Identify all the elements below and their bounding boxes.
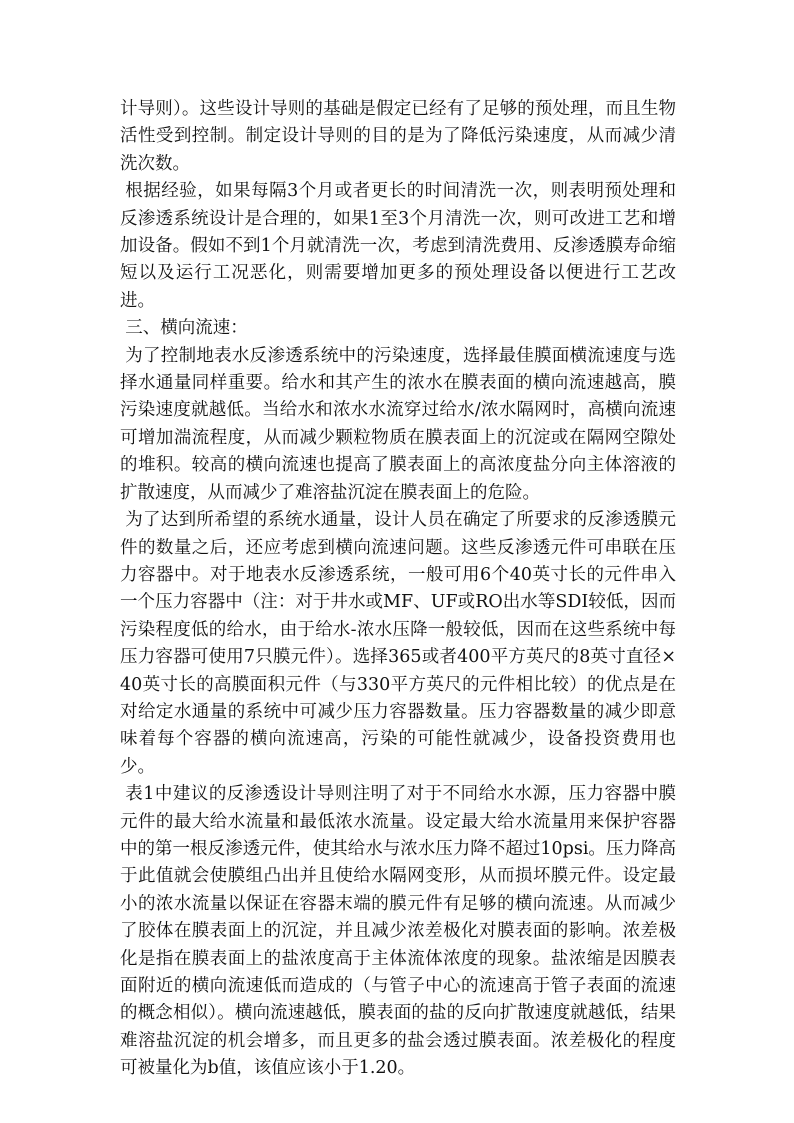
paragraph-design-guidelines-end: 计导则）。这些设计导则的基础是假定已经有了足够的预处理，而且生物活性受到控制。制定设计导则的目的是为了降低污染速度，从而减少清洗次数。 [120, 99, 676, 174]
paragraph-cleaning-frequency: 根据经验，如果每隔3个月或者更长的时间清洗一次，则表明预处理和反渗透系统设计是合理的，如果1至3个月清洗一次，则可改进工艺和增加设备。假如不到1个月就清洗一次，考虑到清洗费用、反渗透膜寿命缩短以及运行工况恶化，则需要增加更多的预处理设备以便进行工艺改进。 [120, 181, 676, 311]
paragraph-cross-flow-velocity: 为了控制地表水反渗透系统中的污染速度，选择最佳膜面横流速度与选择水通量同样重要。给水和其产生的浓水在膜表面的横向流速越高，膜污染速度就越低。当给水和浓水水流穿过给水/浓水隔网时，高横向流速可增加湍流程度，从而减少颗粒物质在膜表面上的沉淀或在隔网空隙处的堆积。较高的横向流速也提高了膜表面上的高浓度盐分向主体溶液的扩散速度，从而减少了难溶盐沉淀在膜表面上的危险。 [120, 345, 676, 503]
paragraph-pressure-vessel-elements: 为了达到所希望的系统水通量，设计人员在确定了所要求的反渗透膜元件的数量之后，还应考虑到横向流速问题。这些反渗透元件可串联在压力容器中。对于地表水反渗透系统，一般可用6个40英寸长的元件串入一个压力容器中（注：对于井水或MF、UF或RO出水等SDI较低，因而污染程度低的给水，由于给水-浓水压降一般较低，因而在这些系统中每压力容器可使用7只膜元件）。选择365或者400平方英尺的8英寸直径×40英寸长的高膜面积元件（与330平方英尺的元件相比较）的优点是在对给定水通量的系统中可减少压力容器数量。压力容器数量的减少即意味着每个容器的横向流速高，污染的可能性就减少，设备投资费用也少。 [120, 510, 676, 777]
section-heading-cross-flow: 三、横向流速： [125, 318, 248, 339]
document-page [120, 96, 676, 1083]
paragraph-table1-guidelines: 表1中建议的反渗透设计导则注明了对于不同给水水源，压力容器中膜元件的最大给水流量和最低浓水流量。设定最大给水流量用来保护容器中的第一根反渗透元件，使其给水与浓水压力降不超过10psi。压力降高于此值就会使膜组凸出并且使给水隔网变形，从而损坏膜元件。设定最小的浓水流量以保证在容器末端的膜元件有足够的横向流速。从而减少了胶体在膜表面上的沉淀，并且减少浓差极化对膜表面的影响。浓差极化是指在膜表面上的盐浓度高于主体流体浓度的现象。盐浓缩是因膜表面附近的横向流速低而造成的（与管子中心的流速高于管子表面的流速的概念相似）。横向流速越低，膜表面的盐的反向扩散速度就越低，结果难溶盐沉淀的机会增多，而且更多的盐会透过膜表面。浓差极化的程度可被量化为b值，该值应该小于1.20。 [120, 784, 676, 1079]
